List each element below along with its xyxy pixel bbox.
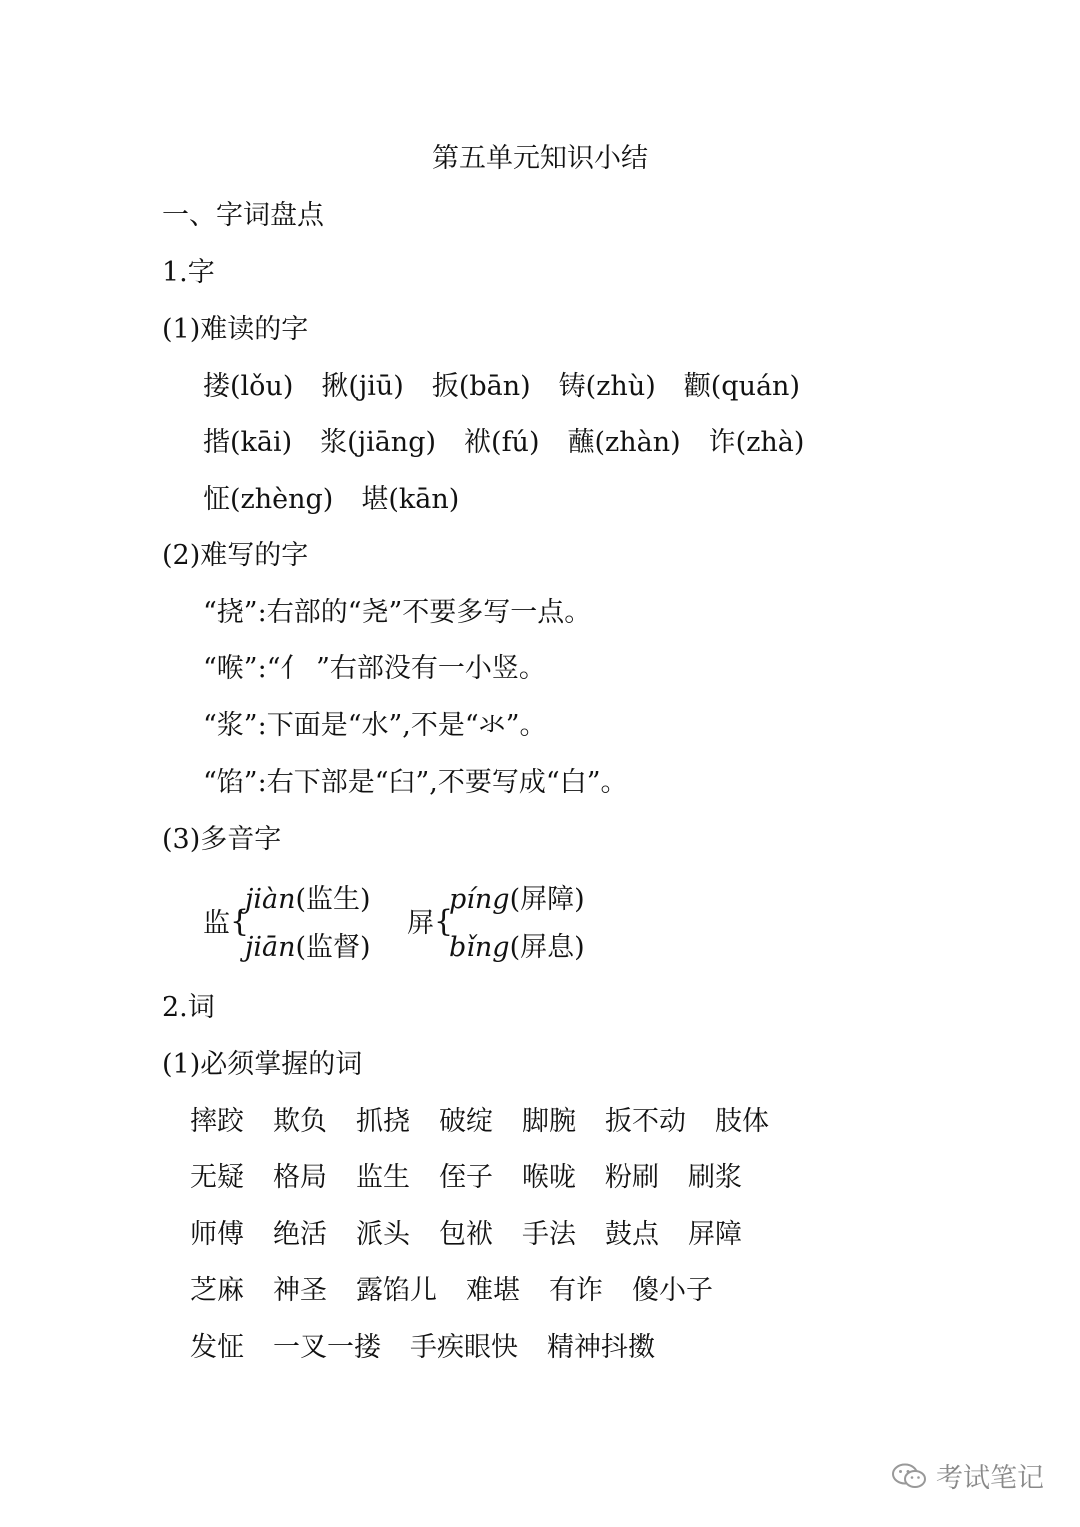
word-item: 脚腕 bbox=[522, 1106, 576, 1137]
polyphone-reading bbox=[449, 880, 585, 920]
hard-read-row bbox=[203, 480, 487, 520]
word-item: 露馅儿 bbox=[356, 1275, 437, 1306]
watermark-text: 考试笔记 bbox=[936, 1463, 1044, 1494]
word-item: 粉刷 bbox=[605, 1162, 659, 1193]
word-item: 抓挠 bbox=[356, 1106, 410, 1137]
hard-write-note: “馅”:右下部是“臼”,不要写成“白”。 bbox=[203, 767, 628, 798]
word-item: 屏障 bbox=[688, 1219, 742, 1250]
hard-read-item: 颧(quán) bbox=[683, 371, 800, 402]
word-item: 肢体 bbox=[715, 1106, 769, 1137]
polyphone-char: 监 bbox=[203, 908, 230, 939]
subsection-characters: 1.字 bbox=[162, 257, 215, 288]
wechat-icon bbox=[890, 1462, 928, 1490]
hard-write-note: “喉”:“亻 ”右部没有一小竖。 bbox=[203, 653, 546, 684]
polyphone-char: 屏 bbox=[407, 908, 434, 939]
example-word: (屏息) bbox=[509, 932, 585, 963]
word-item: 喉咙 bbox=[522, 1162, 576, 1193]
word-row bbox=[190, 1158, 771, 1198]
pinyin: jiàn bbox=[245, 884, 296, 915]
word-item: 侄子 bbox=[439, 1162, 493, 1193]
hard-read-item: 浆(jiāng) bbox=[320, 427, 437, 458]
word-item: 手疾眼快 bbox=[410, 1332, 518, 1363]
word-row bbox=[190, 1328, 684, 1368]
must-words-heading: (1)必须掌握的词 bbox=[162, 1049, 363, 1080]
word-item: 派头 bbox=[356, 1219, 410, 1250]
hard-read-item: 揩(kāi) bbox=[203, 427, 293, 458]
hard-read-item: 诈(zhà) bbox=[708, 427, 805, 458]
word-item: 无疑 bbox=[190, 1162, 244, 1193]
hard-read-item: 蘸(zhàn) bbox=[567, 427, 681, 458]
hard-write-heading: (2)难写的字 bbox=[162, 540, 309, 571]
hard-read-row bbox=[203, 367, 828, 407]
example-word: (监督) bbox=[295, 932, 371, 963]
subsection-words: 2.词 bbox=[162, 992, 215, 1023]
polyphone-reading bbox=[245, 880, 371, 920]
brace-symbol: { bbox=[230, 904, 250, 939]
word-row bbox=[190, 1215, 771, 1255]
hard-read-item: 怔(zhèng) bbox=[203, 484, 334, 515]
word-item: 师傅 bbox=[190, 1219, 244, 1250]
hard-read-item: 袱(fú) bbox=[464, 427, 540, 458]
word-item: 监生 bbox=[356, 1162, 410, 1193]
word-item: 摔跤 bbox=[190, 1106, 244, 1137]
word-item: 神圣 bbox=[273, 1275, 327, 1306]
hard-read-heading: (1)难读的字 bbox=[162, 314, 309, 345]
word-item: 破绽 bbox=[439, 1106, 493, 1137]
word-item: 芝麻 bbox=[190, 1275, 244, 1306]
word-item: 精神抖擞 bbox=[547, 1332, 655, 1363]
word-row bbox=[190, 1271, 742, 1311]
word-row bbox=[190, 1102, 798, 1142]
hard-read-item: 揪(jiū) bbox=[321, 371, 404, 402]
pinyin: jiān bbox=[245, 932, 296, 963]
hard-read-row bbox=[203, 423, 832, 463]
word-item: 一叉一搂 bbox=[273, 1332, 381, 1363]
word-item: 扳不动 bbox=[605, 1106, 686, 1137]
word-item: 绝活 bbox=[273, 1219, 327, 1250]
polyphone-block bbox=[203, 880, 623, 970]
hard-read-item: 铸(zhù) bbox=[558, 371, 656, 402]
word-item: 有诈 bbox=[549, 1275, 603, 1306]
polyphone-reading bbox=[245, 928, 371, 968]
section-heading-vocab: 一、字词盘点 bbox=[162, 200, 324, 231]
hard-write-note: “浆”:下面是“水”,不是“氺”。 bbox=[203, 710, 547, 741]
hard-read-item: 搂(lǒu) bbox=[203, 371, 294, 402]
pinyin: píng bbox=[449, 884, 510, 915]
word-item: 欺负 bbox=[273, 1106, 327, 1137]
page-title: 第五单元知识小结 bbox=[432, 143, 648, 174]
word-item: 难堪 bbox=[466, 1275, 520, 1306]
hard-read-item: 堪(kān) bbox=[361, 484, 460, 515]
polyphone-heading: (3)多音字 bbox=[162, 824, 282, 855]
word-item: 格局 bbox=[273, 1162, 327, 1193]
example-word: (监生) bbox=[295, 884, 371, 915]
polyphone-reading bbox=[449, 928, 585, 968]
word-item: 发怔 bbox=[190, 1332, 244, 1363]
hard-read-item: 扳(bān) bbox=[431, 371, 531, 402]
word-item: 鼓点 bbox=[605, 1219, 659, 1250]
word-item: 包袱 bbox=[439, 1219, 493, 1250]
word-item: 傻小子 bbox=[632, 1275, 713, 1306]
watermark bbox=[890, 1456, 1044, 1495]
word-item: 刷浆 bbox=[688, 1162, 742, 1193]
word-item: 手法 bbox=[522, 1219, 576, 1250]
pinyin: bǐng bbox=[449, 932, 510, 963]
hard-write-note: “挠”:右部的“尧”不要多写一点。 bbox=[203, 597, 592, 628]
example-word: (屏障) bbox=[509, 884, 585, 915]
brace-symbol: { bbox=[434, 904, 454, 939]
